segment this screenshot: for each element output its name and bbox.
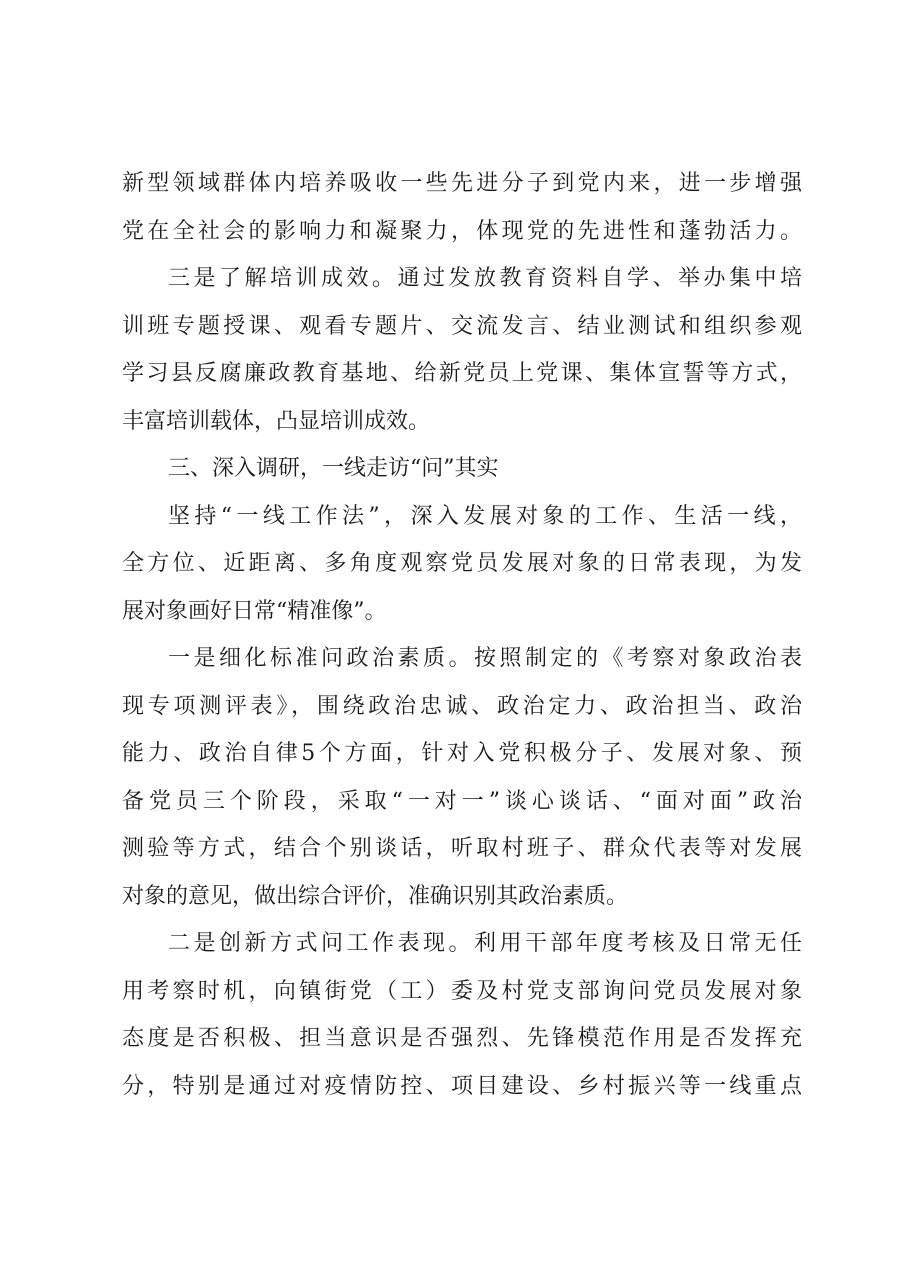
paragraph-last-line: 对象的意见，做出综合评价，准确识别其政治素质。 xyxy=(122,883,629,909)
text-line: 备党员三个阶段，采取“一对一”谈心谈话、“面对面”政治 xyxy=(122,788,802,814)
text-line: 现专项测评表》，围绕政治忠诚、政治定力、政治担当、政治 xyxy=(122,693,802,719)
text-line: 训班专题授课、观看专题片、交流发言、结业测试和组织参观 xyxy=(122,313,802,339)
text-line: 用考察时机，向镇街党（工）委及村党支部询问党员发展对象 xyxy=(122,978,802,1004)
paragraph-last-line: 丰富培训载体，凸显培训成效。 xyxy=(122,408,431,434)
text-line: 全方位、近距离、多角度观察党员发展对象的日常表现，为发 xyxy=(122,551,802,576)
text-line: 测验等方式，结合个别谈话，听取村班子、群众代表等对发展 xyxy=(122,836,802,861)
paragraph-first-line: 一是细化标准问政治素质。按照制定的《考察对象政治表 xyxy=(168,646,802,671)
text-line: 分，特别是通过对疫情防控、项目建设、乡村振兴等一线重点 xyxy=(122,1073,802,1099)
paragraph-first-line: 坚持“一线工作法”，深入发展对象的工作、生活一线， xyxy=(168,503,802,529)
text-line: 态度是否积极、担当意识是否强烈、先锋模范作用是否发挥充 xyxy=(122,1026,802,1051)
text-line: 学习县反腐廉政教育基地、给新党员上党课、集体宣誓等方式， xyxy=(122,361,802,386)
section-heading: 三、深入调研，一线走访“问”其实 xyxy=(168,456,499,481)
paragraph-last-line: 展对象画好日常“精准像”。 xyxy=(122,598,387,624)
document-body xyxy=(122,160,802,1110)
text-line: 能力、政治自律5个方面，针对入党积极分子、发展对象、预 xyxy=(122,741,802,766)
paragraph-first-line: 二是创新方式问工作表现。利用干部年度考核及日常无任 xyxy=(168,931,802,956)
text-line: 党在全社会的影响力和凝聚力，体现党的先进性和蓬勃活力。 xyxy=(122,218,802,244)
paragraph-first-line: 三是了解培训成效。通过发放教育资料自学、举办集中培 xyxy=(168,266,802,291)
text-line: 新型领域群体内培养吸收一些先进分子到党内来，进一步增强 xyxy=(122,171,802,196)
